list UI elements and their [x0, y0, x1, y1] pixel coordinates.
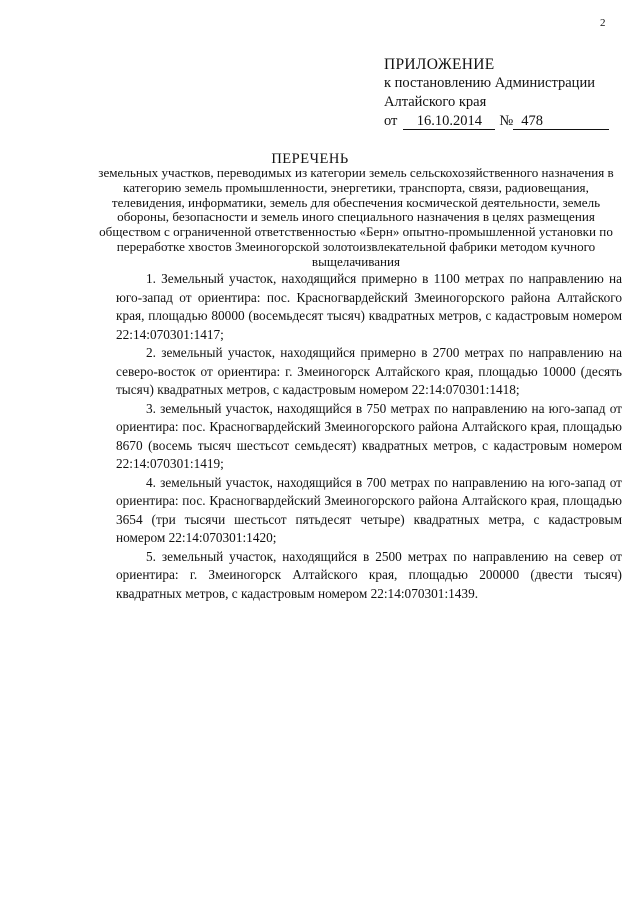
- appendix-block: [384, 55, 624, 131]
- list-item: 2. земельный участок, находящийся примерно в 2700 метрах по направлению на северо-восток от ориентира: г. Змеиногорск Алтайского края, площадью 10000 (десять тысяч) квадратных метров, с кадастровым номером 22:14:070301:1418;: [116, 345, 622, 397]
- appendix-date-line: [384, 112, 624, 131]
- list-item: 1. Земельный участок, находящийся примерно в 1100 метрах по направлению на юго-запад от ориентира: пос. Красногвардейский Змеиногорского района Алтайского края, площадью 80000 (восемьдесят тысяч) квадратных метров, с кадастровым номером 22:14:070301:1417;: [116, 271, 622, 342]
- date-prefix: от: [384, 113, 398, 129]
- list-item: 3. земельный участок, находящийся в 750 метрах по направлению на юго-запад от ориентира: пос. Красногвардейский Змеиногорского района Алтайского края, площадью 8670 (восемь тысяч шестьсот семьдесят) квадратных метров, с кадастровым номером 22:14:070301:1419;: [116, 400, 622, 471]
- appendix-line-1: к постановлению Администрации: [384, 75, 595, 91]
- appendix-heading: ПРИЛОЖЕНИЕ: [384, 56, 495, 73]
- document-subtitle: земельных участков, переводимых из категории земель сельскохозяйственного назначения в категорию земель промышленности, энергетики, транспорта, связи, радиовещания, телевидения, информатики, земель для обеспечения космической деятельности, земель обороны, безопасности и земель иного специального назначения в целях размещения обществом с ограниченной ответственностью «Берн» опытно-промышленной установки по переработке хвостов Змеиногорской золотоизвлекательной фабрики методом кучного выщелачивания: [98, 165, 614, 269]
- land-plot-list: [116, 270, 622, 603]
- list-item: 5. земельный участок, находящийся в 2500 метрах по направлению на север от ориентира: г. Змеиногорск Алтайского края, площадью 200000 (двести тысяч) квадратных метров, с кадастровым номером 22:14:070301:1439.: [116, 548, 622, 601]
- list-item: 4. земельный участок, находящийся в 700 метрах по направлению на юго-запад от ориентира: пос. Красногвардейский Змеиногорского района Алтайского края, площадью 3654 (три тысячи шестьсот пятьдесят четыре) квадратных метра, с кадастровым номером 22:14:070301:1420;: [116, 474, 622, 545]
- decree-date: 16.10.2014: [403, 113, 495, 130]
- document-title: ПЕРЕЧЕНЬ: [271, 151, 349, 167]
- appendix-line-2: Алтайского края: [384, 94, 487, 110]
- number-sign: №: [499, 113, 514, 129]
- decree-number: 478: [513, 113, 609, 130]
- page-number: 2: [600, 17, 606, 29]
